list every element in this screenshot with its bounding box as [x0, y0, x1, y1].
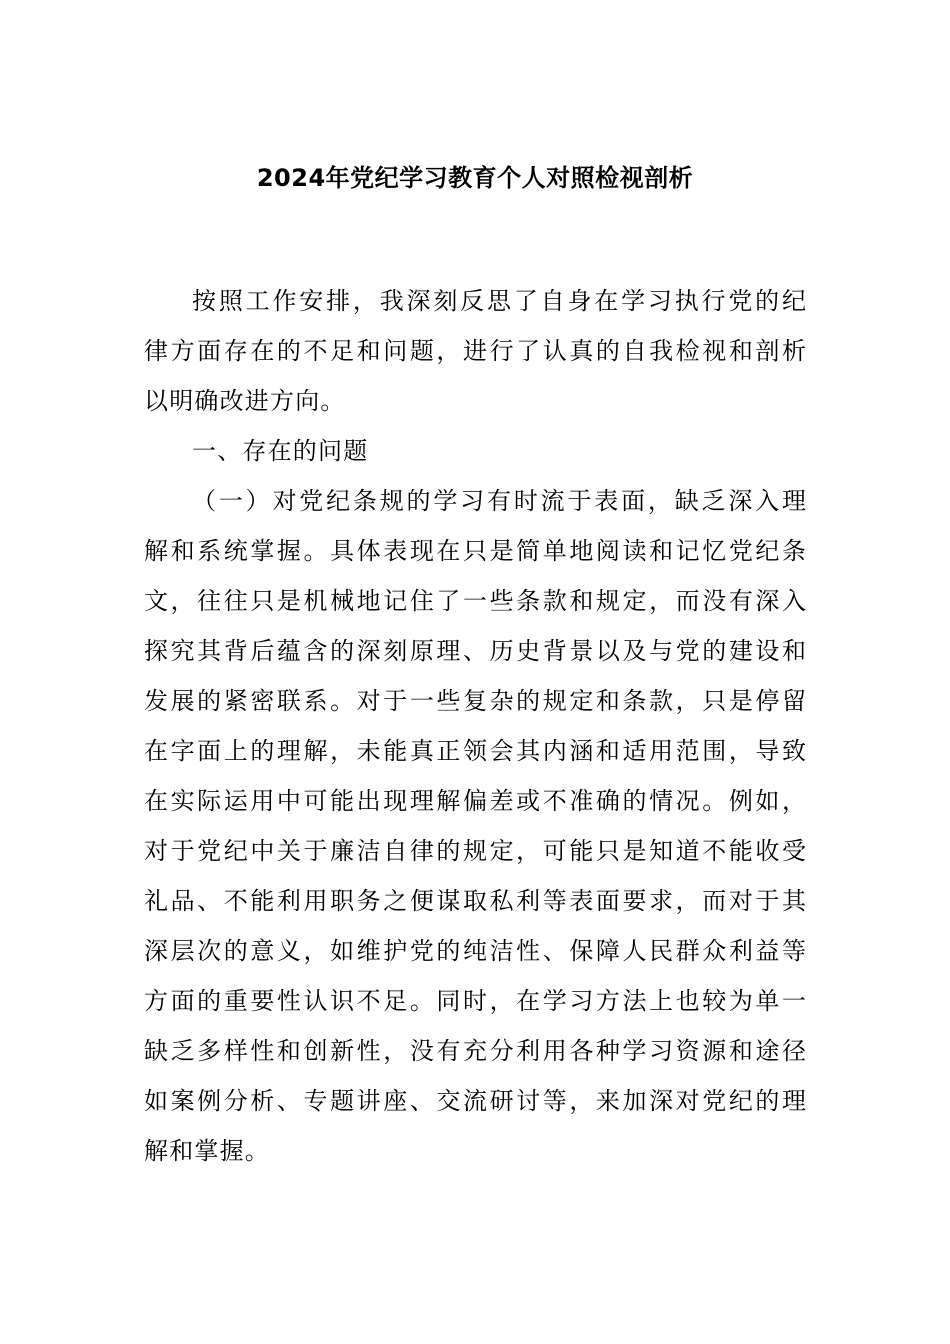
- paragraph-line: 以明确改进方向。: [144, 387, 346, 415]
- paragraph-line: 在实际运用中可能出现理解偏差或不准确的情况。例如，: [144, 787, 806, 815]
- paragraph-line: 解和系统掌握。具体表现在只是简单地阅读和记忆党纪条: [144, 537, 806, 565]
- paragraph-line: 文，往往只是机械地记住了一些条款和规定，而没有深入: [144, 587, 806, 615]
- paragraph-line: （一）对党纪条规的学习有时流于表面，缺乏深入理: [192, 487, 806, 515]
- paragraph-line: 律方面存在的不足和问题，进行了认真的自我检视和剖析: [144, 337, 806, 365]
- paragraph-line: 探究其背后蕴含的深刻原理、历史背景以及与党的建设和: [144, 637, 806, 665]
- paragraph-line: 在字面上的理解，未能真正领会其内涵和适用范围，导致: [144, 737, 806, 765]
- document-title: 2024年党纪学习教育个人对照检视剖析: [256, 164, 694, 192]
- paragraph-line: 按照工作安排，我深刻反思了自身在学习执行党的纪: [192, 287, 806, 315]
- paragraph-line: 缺乏多样性和创新性，没有充分利用各种学习资源和途径: [144, 1037, 806, 1065]
- paragraph-line: 解和掌握。: [144, 1137, 270, 1165]
- paragraph-line: 如案例分析、专题讲座、交流研讨等，来加深对党纪的理: [144, 1087, 806, 1115]
- paragraph-line: 礼品、不能利用职务之便谋取私利等表面要求，而对于其: [144, 887, 806, 915]
- paragraph-line: 方面的重要性认识不足。同时，在学习方法上也较为单一: [144, 987, 806, 1015]
- paragraph-line: 发展的紧密联系。对于一些复杂的规定和条款，只是停留: [144, 687, 806, 715]
- section-heading: 一、存在的问题: [192, 437, 369, 465]
- paragraph-line: 深层次的意义，如维护党的纯洁性、保障人民群众利益等: [144, 937, 806, 965]
- paragraph-line: 对于党纪中关于廉洁自律的规定，可能只是知道不能收受: [144, 837, 806, 865]
